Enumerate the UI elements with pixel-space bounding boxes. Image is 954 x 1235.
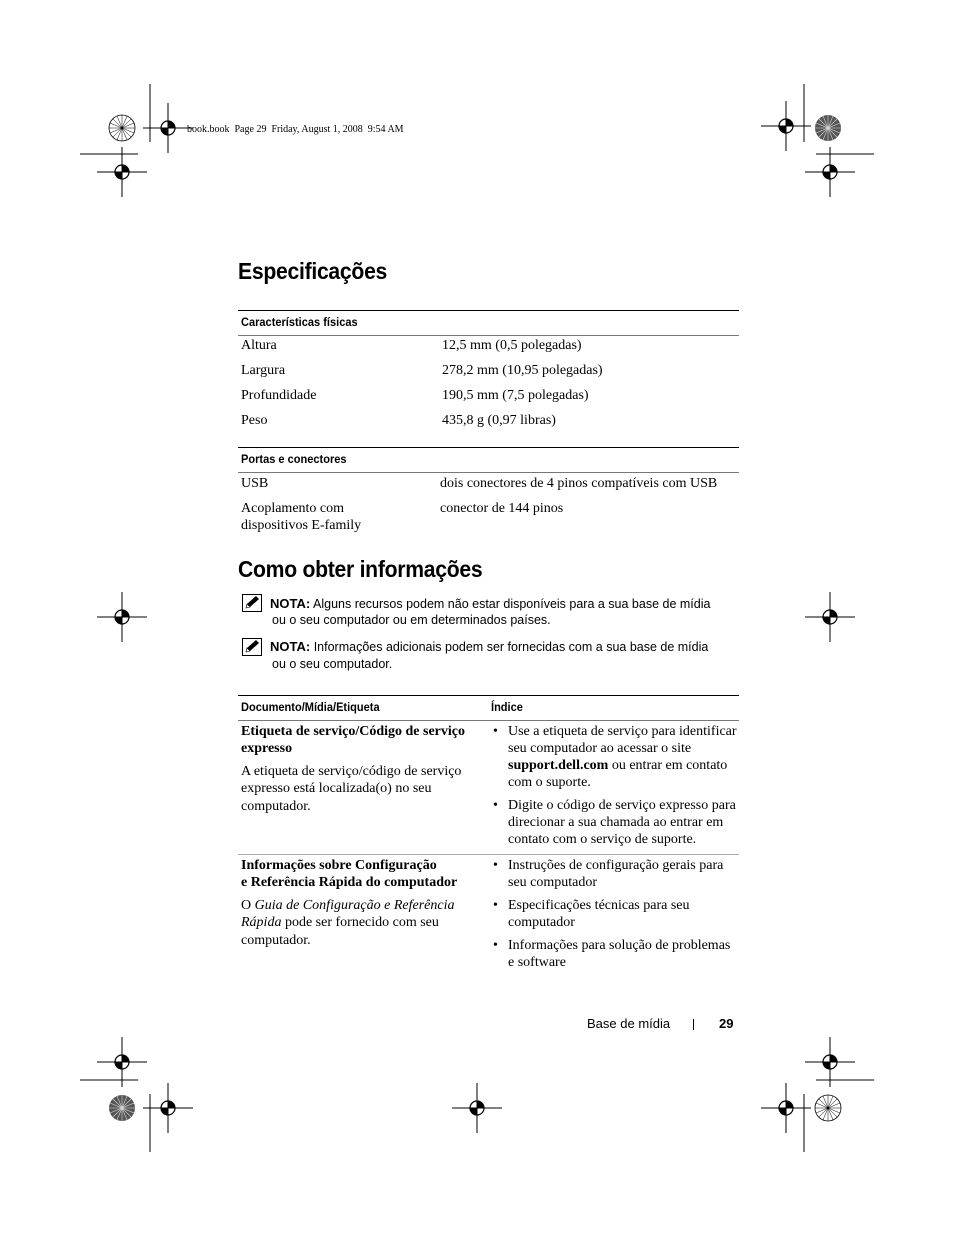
physical-label: Peso — [241, 413, 268, 428]
table-top-rule — [238, 310, 739, 311]
table-top-rule — [238, 695, 739, 696]
row-desc: computador. — [241, 799, 311, 814]
table-top-rule — [238, 447, 739, 448]
list-item: • Informações para solução de problemas e software — [493, 937, 743, 971]
ports-label: dispositivos E-family — [241, 518, 362, 533]
physical-label: Altura — [241, 338, 277, 353]
row-title: Etiqueta de serviço/Código de serviço — [241, 724, 465, 739]
physical-value: 278,2 mm (10,95 polegadas) — [442, 363, 603, 378]
info-col1-header: Documento/Mídia/Etiqueta — [241, 700, 380, 714]
table-header-rule — [238, 335, 739, 336]
note-line: Alguns recursos podem não estar disponíveis para a sua base de mídia — [313, 597, 711, 611]
list-item: • Instruções de configuração gerais para seu computador — [493, 857, 743, 891]
row-bullets — [493, 857, 743, 977]
list-item: • Especificações técnicas para seu computador — [493, 897, 743, 931]
row-divider — [238, 854, 739, 855]
row-title: Informações sobre Configuração — [241, 858, 437, 873]
note-label: NOTA: — [270, 596, 311, 611]
note-line: ou o seu computador. — [272, 657, 393, 671]
row-desc: computador. — [241, 933, 311, 948]
specs-title: Especificações — [238, 258, 388, 284]
note-text — [270, 638, 708, 656]
ports-value: conector de 144 pinos — [440, 501, 564, 516]
note-line: ou o seu computador ou em determinados países. — [272, 613, 551, 627]
ports-label: Acoplamento com — [241, 501, 345, 516]
table-header-rule — [238, 472, 739, 473]
row-bullets — [493, 723, 743, 854]
running-header: book.book Page 29 Friday, August 1, 2008 9:54 AM — [187, 124, 404, 135]
physical-label: Largura — [241, 363, 286, 378]
note-pencil-icon — [242, 594, 262, 612]
list-item: • Digite o código de serviço expresso para direcionar a sua chamada ao entrar em contato com o serviço de suporte. — [493, 797, 743, 848]
info-title: Como obter informações — [238, 556, 483, 582]
physical-value: 12,5 mm (0,5 polegadas) — [442, 338, 582, 353]
physical-label: Profundidade — [241, 388, 317, 403]
footer-divider — [693, 1019, 694, 1030]
ports-value: dois conectores de 4 pinos compatíveis com USB — [440, 476, 718, 491]
page-number: 29 — [719, 1016, 734, 1031]
physical-header: Características físicas — [241, 315, 358, 329]
physical-value: 190,5 mm (7,5 polegadas) — [442, 388, 589, 403]
ports-header: Portas e conectores — [241, 452, 347, 466]
note-line: Informações adicionais podem ser fornecidas com a sua base de mídia — [313, 640, 709, 654]
info-col2-header: Índice — [491, 700, 523, 714]
row-title: expresso — [241, 741, 293, 756]
row-desc: Rápida pode ser fornecido com seu — [241, 915, 439, 930]
row-desc: O Guia de Configuração e Referência — [241, 898, 455, 913]
note-text — [270, 595, 710, 613]
list-item: • Use a etiqueta de serviço para identificar seu computador ao acessar o site support.dell.com ou entrar em contato com o suporte. — [493, 723, 743, 791]
note-pencil-icon — [242, 638, 262, 656]
note-label: NOTA: — [270, 639, 311, 654]
row-desc: A etiqueta de serviço/código de serviço — [241, 764, 462, 779]
physical-value: 435,8 g (0,97 libras) — [442, 413, 556, 428]
row-title: e Referência Rápida do computador — [241, 875, 458, 890]
ports-label: USB — [241, 476, 269, 491]
footer-section: Base de mídia — [587, 1016, 671, 1031]
table-header-rule — [238, 720, 739, 721]
row-desc: expresso está localizada(o) no seu — [241, 781, 432, 796]
support-link: support.dell.com — [508, 758, 609, 773]
